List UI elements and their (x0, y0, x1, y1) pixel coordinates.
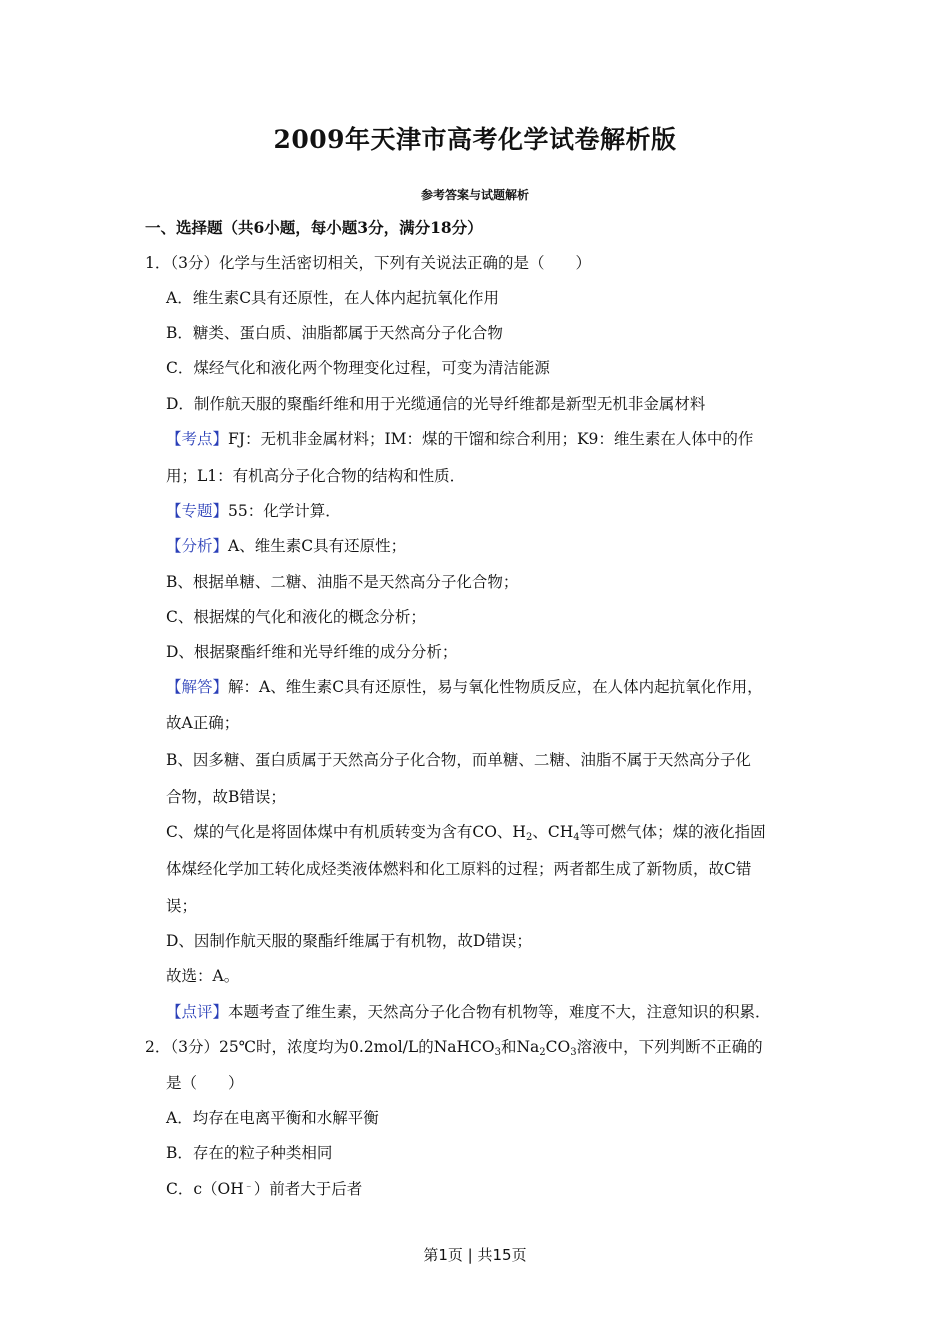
jieda-5-sub1: 2 (525, 832, 533, 843)
q2-option-c-part1: C．c（OH (166, 1180, 244, 1198)
q1-option-c: C．煤经气化和液化两个物理变化过程，可变为清洁能源 (166, 359, 550, 377)
q1-jieda-6: 体煤经化学加工转化成烃类液体燃料和化工原料的过程；两者都生成了新物质，故C错 (166, 860, 752, 878)
page-subtitle: 参考答案与试题解析 (420, 188, 529, 202)
q2-stem-sub2: 2 (539, 1047, 546, 1058)
q2-stem-part3: CO (545, 1038, 571, 1056)
q1-option-b: B．糖类、蛋白质、油脂都属于天然高分子化合物 (166, 324, 503, 342)
q1-jieda-3: B、因多糖、蛋白质属于天然高分子化合物，而单糖、二糖、油脂不属于天然高分子化 (166, 751, 751, 769)
jieda-5-part3: 等可燃气体；煤的液化指固 (579, 823, 766, 841)
q2-stem-part4: 溶液中，下列判断不正确的 (576, 1038, 763, 1056)
q2-stem-part2: 和Na (500, 1038, 540, 1056)
q2-stem (145, 1037, 763, 1057)
q1-jieda-8: D、因制作航天服的聚酯纤维属于有机物，故D错误； (166, 932, 532, 950)
q1-stem: 1．（3分）化学与生活密切相关，下列有关说法正确的是（ ） (145, 254, 591, 272)
q1-jieda-5 (166, 822, 766, 842)
q1-fenxi-b: B、根据单糖、二糖、油脂不是天然高分子化合物； (166, 573, 519, 591)
fenxi-tag: 【分析】 (166, 537, 229, 555)
q1-dianping (166, 1002, 771, 1022)
q1-jieda (166, 677, 763, 697)
q2-stem-sub1: 3 (494, 1047, 501, 1058)
q1-fenxi (166, 536, 406, 556)
fenxi-text: A、维生素C具有还原性； (228, 537, 407, 555)
q2-option-c (166, 1179, 362, 1199)
q1-kaodian-cont: 用；L1：有机高分子化合物的结构和性质． (166, 467, 466, 485)
q1-option-d: D．制作航天服的聚酯纤维和用于光缆通信的光导纤维都是新型无机非金属材料 (166, 395, 706, 413)
jieda-text: 解：A、维生素C具有还原性，易与氧化性物质反应，在人体内起抗氧化作用， (228, 678, 763, 696)
q2-stem-sub3: 3 (570, 1047, 577, 1058)
q2-stem-part1: 2．（3分）25℃时，浓度均为0.2mol/L的NaHCO (145, 1038, 495, 1056)
q1-jieda-7: 误； (166, 897, 198, 915)
q2-stem-cont: 是（ ） (166, 1074, 244, 1092)
q2-option-b: B．存在的粒子种类相同 (166, 1144, 333, 1162)
page-title: 2009年天津市高考化学试卷解析版 (273, 125, 677, 154)
q1-jieda-9: 故选：A。 (166, 967, 240, 985)
q2-option-c-sup: ﹣ (243, 1181, 254, 1192)
jieda-tag: 【解答】 (166, 678, 229, 696)
q1-option-a: A．维生素C具有还原性，在人体内起抗氧化作用 (166, 289, 500, 307)
page-footer: 第1页 | 共15页 (423, 1246, 527, 1264)
jieda-5-part1: C、煤的气化是将固体煤中有机质转变为含有CO、H (166, 823, 526, 841)
q2-option-a: A．均存在电离平衡和水解平衡 (166, 1109, 379, 1127)
q1-fenxi-d: D、根据聚酯纤维和光导纤维的成分分析； (166, 643, 458, 661)
zhuanti-tag: 【专题】 (166, 502, 229, 520)
q1-zhuanti (166, 501, 341, 521)
zhuanti-text: 55：化学计算． (228, 502, 341, 520)
q1-fenxi-c: C、根据煤的气化和液化的概念分析； (166, 608, 426, 626)
q1-jieda-2: 故A正确； (166, 714, 240, 732)
q1-kaodian (166, 429, 753, 449)
section-heading: 一、选择题（共6小题，每小题3分，满分18分） (145, 218, 483, 237)
q2-option-c-part2: ）前者大于后者 (253, 1180, 363, 1198)
dianping-tag: 【点评】 (166, 1003, 229, 1021)
jieda-5-sub2: 4 (573, 832, 580, 843)
jieda-5-part2: 、CH (532, 823, 574, 841)
q1-jieda-4: 合物，故B错误； (166, 788, 286, 806)
dianping-text: 本题考查了维生素，天然高分子化合物有机物等，难度不大，注意知识的积累． (228, 1003, 771, 1021)
kaodian-text: FJ：无机非金属材料；IM：煤的干馏和综合利用；K9：维生素在人体中的作 (228, 430, 754, 448)
kaodian-tag: 【考点】 (166, 430, 229, 448)
